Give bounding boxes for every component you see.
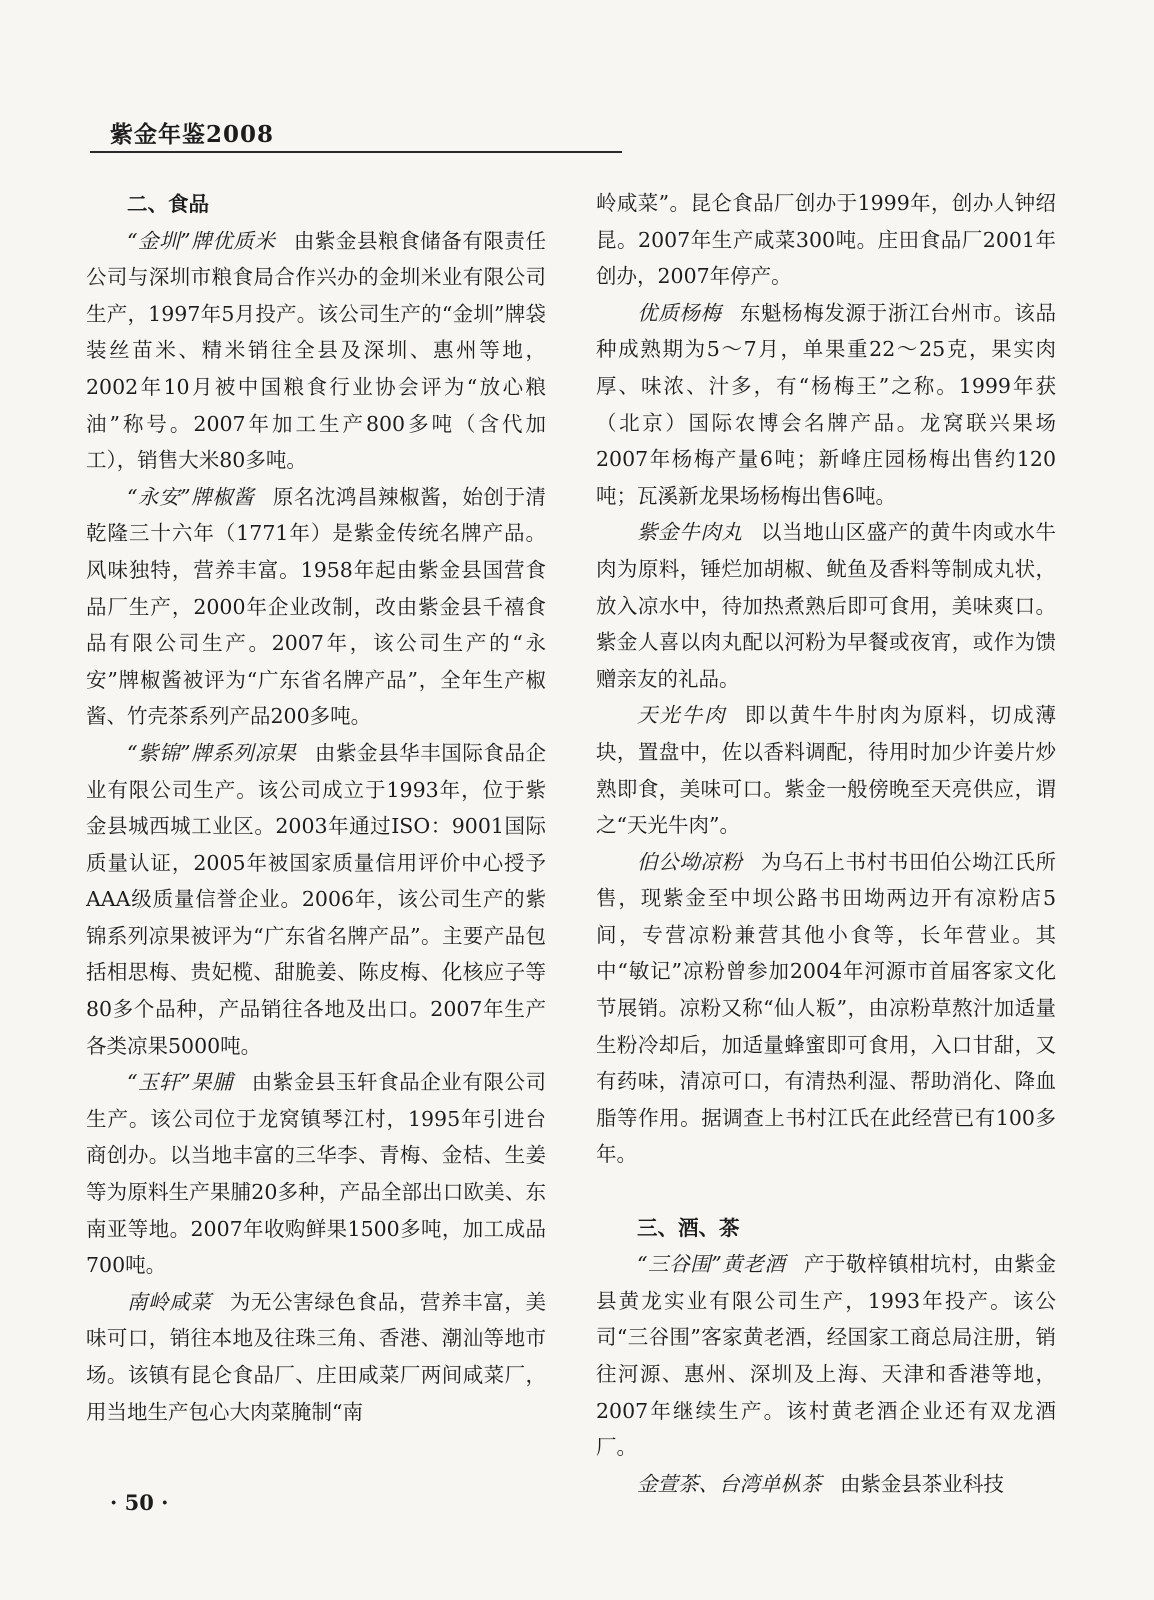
entry-sanguwei-wine [596,1246,1056,1466]
left-column [86,186,546,1430]
page-number: · 50 · [110,1490,169,1515]
entry-term: 优质杨梅 [637,300,722,325]
entry-term: 伯公坳凉粉 [637,849,743,874]
entry-text: 产于敬梓镇柑坑村，由紫金县黄龙实业有限公司生产，1993年投产。该公司“三谷围”客家黄老酒，经国家工商总局注册，销往河源、惠州、深圳及上海、天津和香港等地，2007年继续生产。该村黄老酒企业还有双龙酒厂。 [596,1252,1056,1460]
entry-beef-balls [596,514,1056,697]
entry-tea [596,1466,1056,1503]
entry-nanling-pickles-continued: 岭咸菜”。昆仑食品厂创办于1999年，创办人钟绍昆。2007年生产咸菜300吨。庄田食品厂2001年创办，2007年停产。 [596,191,1056,289]
section-heading-wine-tea: 三、酒、茶 [637,1215,740,1240]
entry-term: “永安”牌椒酱 [127,484,255,509]
entry-text: 即以黄牛牛肘肉为原料，切成薄块，置盘中，佐以香料调配，待用时加少许姜片炒熟即食，美味可口。紫金一般傍晚至天亮供应，谓之“天光牛肉”。 [596,703,1057,838]
entry-yongan-chili-sauce [86,479,546,735]
section-heading-food: 二、食品 [127,192,209,216]
entry-text: 由紫金县茶业科技 [839,1471,1004,1496]
entry-term: “金圳”牌优质米 [127,228,276,253]
entry-term: 紫金牛肉丸 [637,520,743,545]
entry-text: 由紫金县玉轩食品企业有限公司生产。该公司位于龙窝镇琴江村，1995年引进台商创办。以当地丰富的三华李、青梅、金桔、生姜等为原料生产果脯20多种，产品全部出口欧美、东南亚等地。2007年收购鲜果1500多吨，加工成品700吨。 [86,1070,546,1278]
entry-bayberry [596,295,1056,515]
entry-term: “紫锦”牌系列凉果 [127,740,297,765]
entry-term: “玉轩”果脯 [127,1070,234,1095]
entry-zijin-preserved-fruit [86,735,546,1064]
entry-jinzhen-rice [86,223,546,479]
entry-term: 天光牛肉 [637,703,727,728]
entry-text: 由紫金县华丰国际食品企业有限公司生产。该公司成立于1993年，位于紫金县城西城工业区。2003年通过ISO：9001国际质量认证，2005年被国家质量信用评价中心授予AAA级质量信誉企业。2006年，该公司生产的紫锦系列凉果被评为“广东省名牌产品”。主要产品包括相思梅、贵妃榄、甜脆姜、陈皮梅、化核应子等80多个品种，产品销往各地及出口。2007年生产各类凉果5000吨。 [86,740,546,1058]
entry-text: 东魁杨梅发源于浙江台州市。该品种成熟期为5～7月，单果重22～25克，果实肉厚、味浓、汁多，有“杨梅王”之称。1999年获（北京）国际农博会名牌产品。龙窝联兴果场2007年杨梅产量6吨；新峰庄园杨梅出售约120吨；瓦溪新龙果场杨梅出售6吨。 [596,300,1057,508]
entry-term: 南岭咸菜 [127,1289,212,1314]
entry-text: 原名沈鸿昌辣椒酱，始创于清乾隆三十六年（1771年）是紫金传统名牌产品。风味独特，营养丰富。1958年起由紫金县国营食品厂生产，2000年企业改制，改由紫金县千禧食品有限公司生产。2007年，该公司生产的“永安”牌椒酱被评为“广东省名牌产品”，全年生产椒酱、竹壳茶系列产品200多吨。 [86,484,547,729]
entry-text: 由紫金县粮食储备有限责任公司与深圳市粮食局合作兴办的金圳米业有限公司生产，1997年5月投产。该公司生产的“金圳”牌袋装丝苗米、精米销往全县及深圳、惠州等地，2002年10月被中国粮食行业协会评为“放心粮油”称号。2007年加工生产800多吨（含代加工），销售大米80多吨。 [86,228,546,473]
entry-term: 金萱茶、台湾单枞茶 [637,1471,822,1496]
header-rule [90,151,622,153]
entry-nanling-pickles [86,1284,546,1430]
entry-bogongao-jelly [596,844,1056,1173]
entry-text: 为乌石上书村书田伯公坳江氏所售，现紫金至中坝公路书田坳两边开有凉粉店5间，专营凉粉兼营其他小食等，长年营业。其中“敏记”凉粉曾参加2004年河源市首届客家文化节展销。凉粉又称“仙人粄”，由凉粉草熬汁加适量生粉冷却后，加适量蜂蜜即可食用，入口甘甜，又有药味，清凉可口，有清热利湿、帮助消化、降血脂等作用。据调查上书村江氏在此经营已有100多年。 [596,849,1057,1167]
running-header: 紫金年鉴2008 [110,121,275,148]
entry-text: 以当地山区盛产的黄牛肉或水牛肉为原料，锤烂加胡椒、鱿鱼及香料等制成丸状，放入凉水中，待加热煮熟后即可食用，美味爽口。紫金人喜以肉丸配以河粉为早餐或夜宵，或作为馈赠亲友的礼品。 [596,520,1057,691]
entry-text: 为无公害绿色食品，营养丰富，美味可口，销往本地及往珠三角、香港、潮汕等地市场。该镇有昆仑食品厂、庄田咸菜厂两间咸菜厂，用当地生产包心大肉菜腌制“南 [86,1289,547,1424]
entry-yuxuan-candied-fruit [86,1064,546,1284]
entry-tianguang-beef [596,697,1056,843]
right-column [596,185,1056,1502]
entry-term: “三谷围”黄老酒 [637,1252,786,1277]
